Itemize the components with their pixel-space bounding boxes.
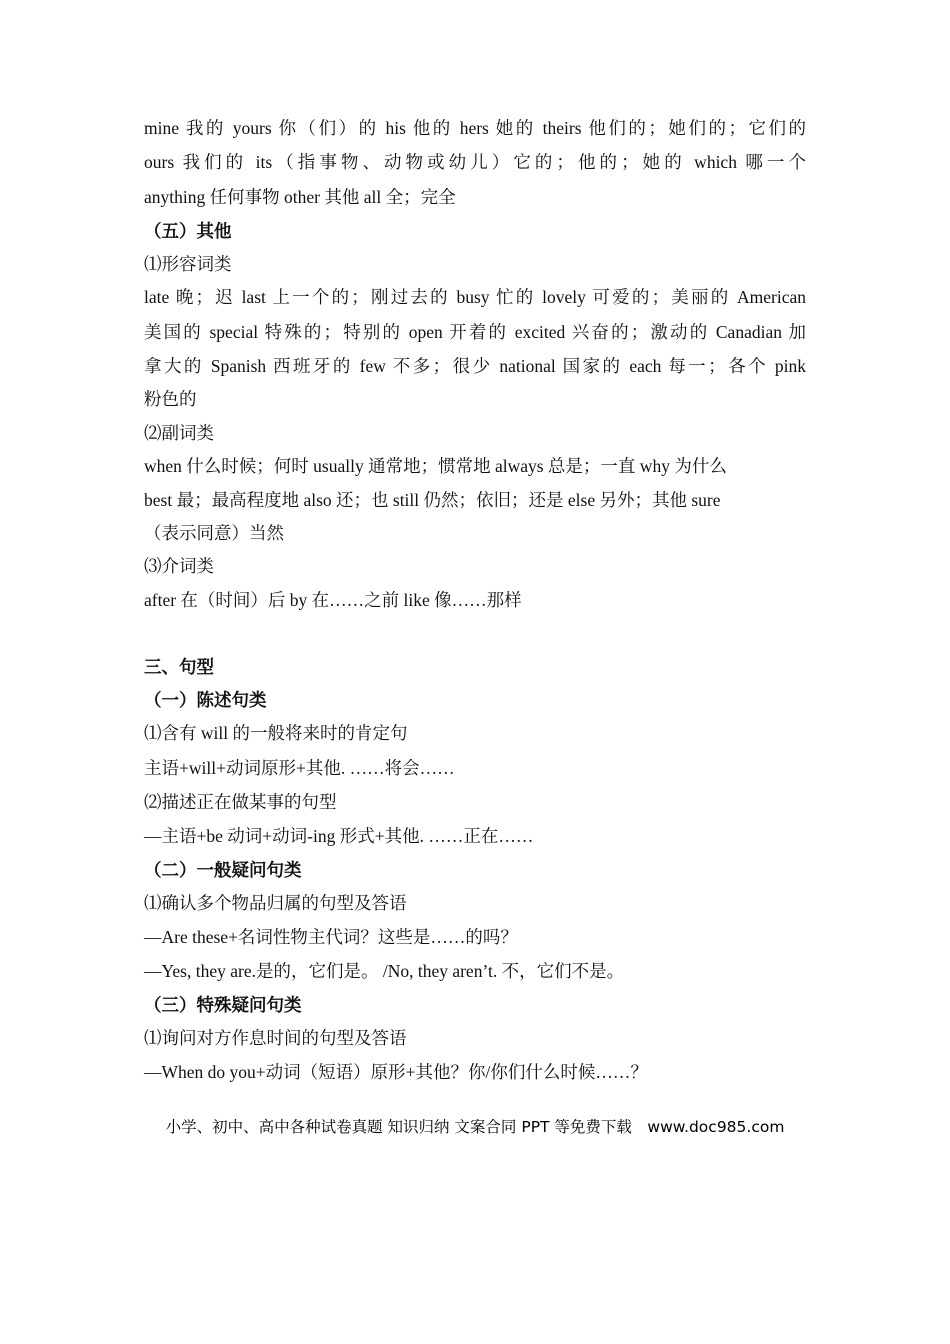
text-line: （表示同意）当然: [144, 523, 284, 543]
subsection-label: ⑵描述正在做某事的句型: [144, 792, 337, 812]
text-line: when 什么时候；何时 usually 通常地；惯常地 always 总是；一直 why 为什么: [144, 456, 727, 476]
text-line: 拿大的 Spanish 西班牙的 few 不多；很少 national 国家的 each 每一；各个 pink: [144, 356, 806, 376]
text-line: 粉色的: [144, 389, 197, 409]
section-heading: （三）特殊疑问句类: [144, 995, 302, 1015]
text-line: best 最；最高程度地 also 还；也 still 仍然；依旧；还是 else 另外；其他 sure: [144, 490, 721, 510]
subsection-label: ⑴确认多个物品归属的句型及答语: [144, 893, 407, 913]
subsection-label: ⑴询问对方作息时间的句型及答语: [144, 1028, 407, 1048]
section-heading: （二）一般疑问句类: [144, 860, 302, 880]
subsection-label: ⑶介词类: [144, 556, 214, 576]
section-heading: （一）陈述句类: [144, 690, 267, 710]
text-line: ours 我们的 its（指事物、动物或幼儿）它的；他的；她的 which 哪一个: [144, 152, 806, 172]
subsection-label: ⑵副词类: [144, 423, 214, 443]
page-footer: 小学、初中、高中各种试卷真题 知识归纳 文案合同 PPT 等免费下载 www.doc985.com: [165, 1118, 785, 1136]
text-line: 美国的 special 特殊的；特别的 open 开着的 excited 兴奋的；激动的 Canadian 加: [144, 322, 806, 342]
chapter-heading: 三、句型: [144, 657, 214, 677]
text-line: —主语+be 动词+动词-ing 形式+其他. ……正在……: [144, 826, 534, 846]
text-line: after 在（时间）后 by 在……之前 like 像……那样: [144, 590, 522, 610]
subsection-label: ⑴形容词类: [144, 254, 232, 274]
section-heading: （五）其他: [144, 221, 232, 241]
text-line: —Are these+名词性物主代词？这些是……的吗？: [144, 927, 518, 947]
text-line: anything 任何事物 other 其他 all 全；完全: [144, 187, 456, 207]
text-line: —When do you+动词（短语）原形+其他？你/你们什么时候……？: [144, 1062, 648, 1082]
text-line: 主语+will+动词原形+其他. ……将会……: [144, 758, 455, 778]
subsection-label: ⑴含有 will 的一般将来时的肯定句: [144, 723, 408, 743]
text-line: —Yes, they are.是的，它们是。 /No, they aren’t. 不，它们不是。: [144, 961, 625, 981]
text-line: late 晚；迟 last 上一个的；刚过去的 busy 忙的 lovely 可爱的；美丽的 American: [144, 287, 806, 307]
text-line: mine 我的 yours 你（们）的 his 他的 hers 她的 theirs 他们的；她们的；它们的: [144, 118, 806, 138]
